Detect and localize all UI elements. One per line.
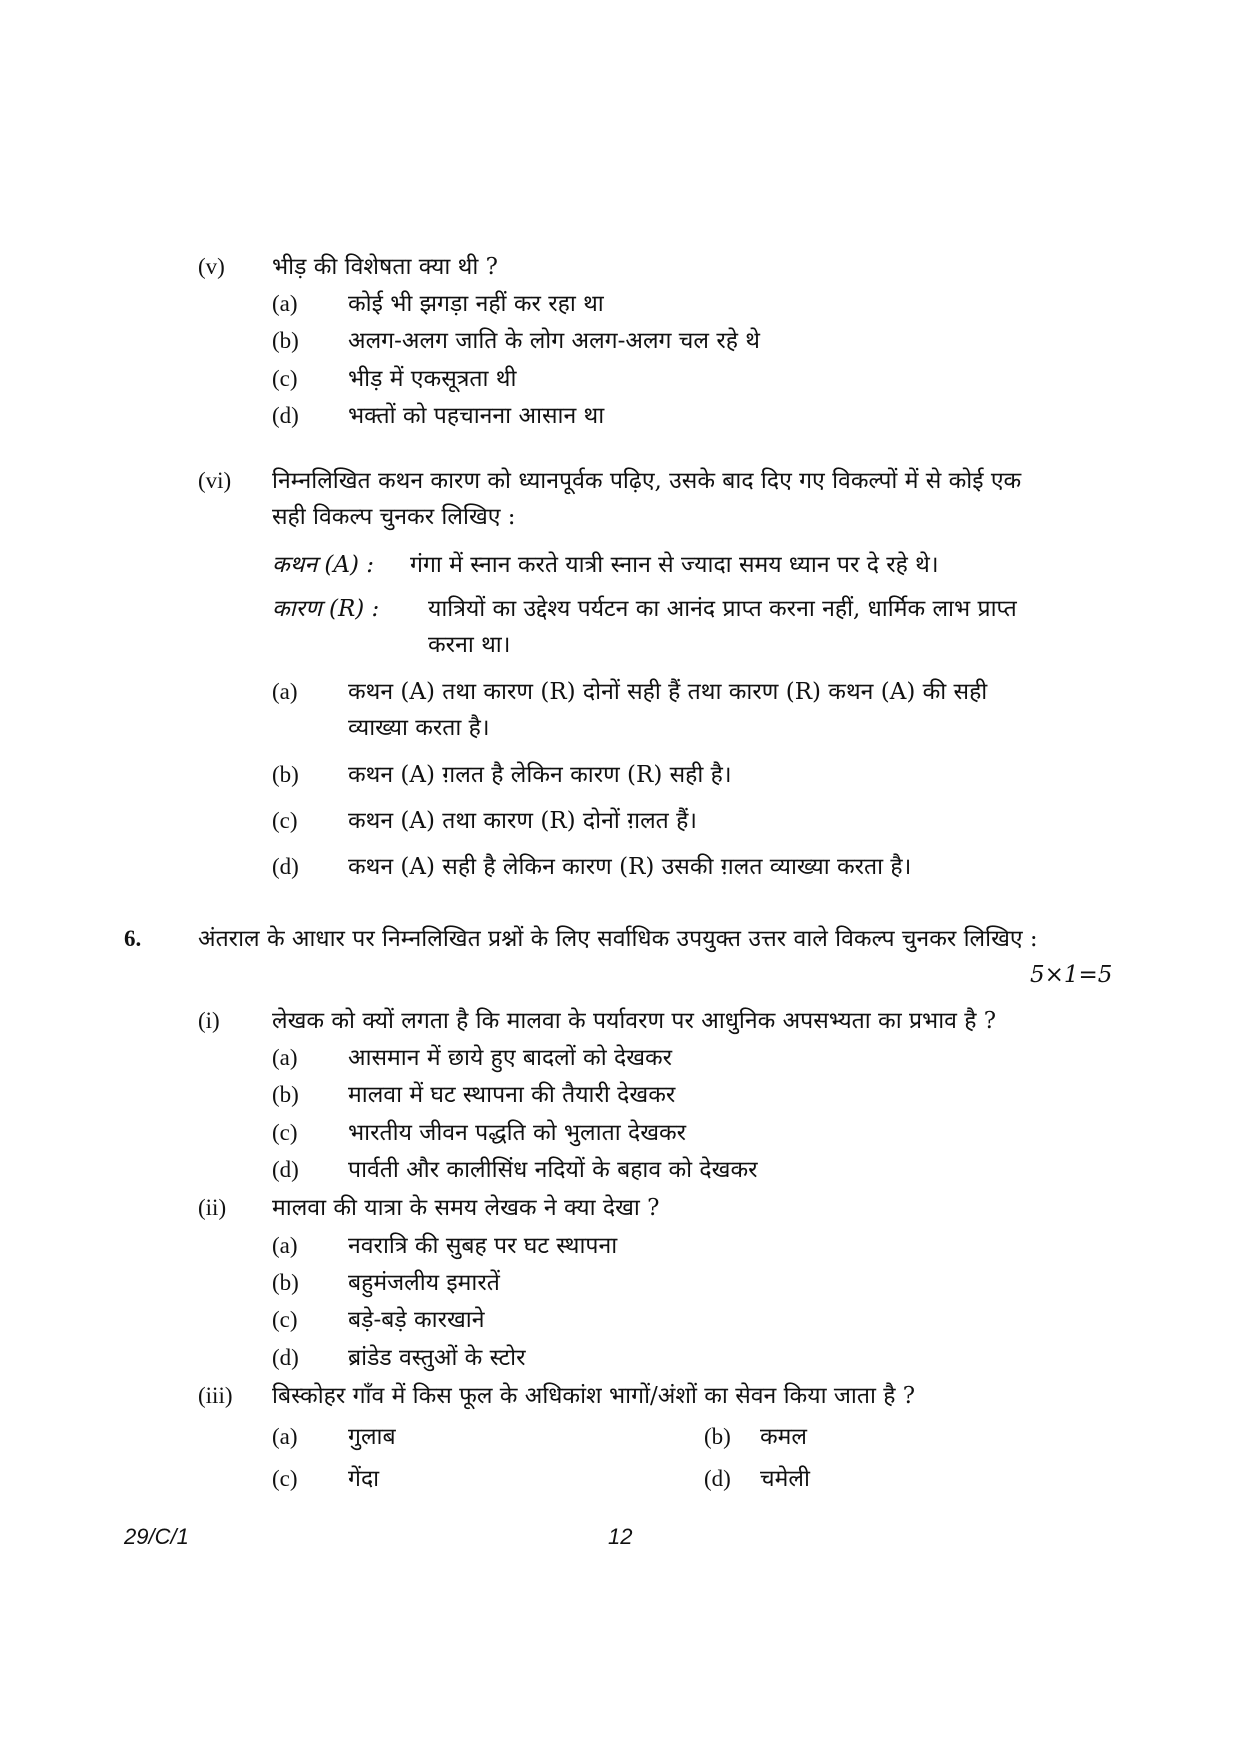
option-label: (a) [272, 1233, 298, 1258]
question-text: लेखक को क्यों लगता है कि मालवा के पर्यावरण पर आधुनिक अपसभ्यता का प्रभाव है ? [272, 1008, 997, 1034]
option-text: कथन (A) तथा कारण (R) दोनों ग़लत हैं। [348, 808, 698, 834]
option-label: (c) [272, 1466, 298, 1491]
option-text: ब्रांडेड वस्तुओं के स्टोर [348, 1345, 526, 1371]
question-number: (v) [198, 254, 225, 279]
question-text: मालवा की यात्रा के समय लेखक ने क्या देखा ? [272, 1195, 660, 1221]
option-label: (c) [272, 366, 298, 391]
assertion-text: गंगा में स्नान करते यात्री स्नान से ज्यादा समय ध्यान पर दे रहे थे। [410, 552, 939, 578]
question-number: (vi) [198, 468, 232, 493]
reason-text-content: यात्रियों का उद्देश्य पर्यटन का आनंद प्राप्त करना नहीं, धार्मिक लाभ प्राप्त करना था। [428, 596, 1017, 658]
question-text: निम्नलिखित कथन कारण को ध्यानपूर्वक पढ़िए, उसके बाद दिए गए विकल्पों में से कोई एक सही विकल्प चुनकर लिखिए : [272, 468, 1022, 530]
option-text: कथन (A) सही है लेकिन कारण (R) उसकी ग़लत व्याख्या करता है। [348, 854, 912, 880]
option-text: बहुमंजलीय इमारतें [348, 1270, 500, 1296]
paper-code: 29/C/1 [124, 1524, 189, 1549]
option-text: मालवा में घट स्थापना की तैयारी देखकर [348, 1082, 676, 1108]
question-text: बिस्कोहर गाँव में किस फूल के अधिकांश भागों/अंशों का सेवन किया जाता है ? [272, 1383, 916, 1409]
option-label: (b) [272, 1082, 299, 1107]
option-label: (c) [272, 1120, 298, 1145]
option-text: बड़े-बड़े कारखाने [348, 1307, 485, 1333]
option-label: (d) [272, 1345, 299, 1370]
option-text: पार्वती और कालीसिंध नदियों के बहाव को देखकर [348, 1157, 758, 1183]
option-label: (b) [272, 762, 299, 787]
reason-text [428, 591, 1052, 663]
question-number: (iii) [198, 1383, 233, 1408]
option-label: (a) [272, 679, 298, 704]
option-text: चमेली [760, 1466, 810, 1492]
option-text: कमल [760, 1424, 808, 1450]
question-text: भीड़ की विशेषता क्या थी ? [272, 254, 498, 280]
option-label: (a) [272, 1045, 298, 1070]
option-label: (b) [704, 1424, 731, 1449]
question-number: (i) [198, 1008, 220, 1033]
option-label: (a) [272, 1424, 298, 1449]
option-label: (a) [272, 291, 298, 316]
question-number: (ii) [198, 1195, 227, 1220]
option-text: आसमान में छाये हुए बादलों को देखकर [348, 1045, 673, 1071]
reason-label: कारण (R) : [272, 596, 380, 622]
option-text: कथन (A) ग़लत है लेकिन कारण (R) सही है। [348, 762, 732, 788]
option-label: (d) [272, 403, 299, 428]
option-label: (b) [272, 1270, 299, 1295]
option-text: भारतीय जीवन पद्धति को भुलाता देखकर [348, 1120, 687, 1146]
assertion-label: कथन (A) : [272, 552, 375, 578]
option-text: भक्तों को पहचानना आसान था [348, 403, 605, 429]
question-number: 6. [124, 926, 142, 951]
option-text: कोई भी झगड़ा नहीं कर रहा था [348, 291, 604, 317]
question-text: अंतराल के आधार पर निम्नलिखित प्रश्नों के लिए सर्वाधिक उपयुक्त उत्तर वाले विकल्प चुनकर लिखिए : [198, 926, 1038, 952]
option-text: गुलाब [348, 1424, 396, 1450]
option-label: (c) [272, 808, 298, 833]
option-label: (d) [272, 854, 299, 879]
option-text: नवरात्रि की सुबह पर घट स्थापना [348, 1233, 618, 1259]
option-text: कथन (A) तथा कारण (R) दोनों सही हैं तथा कारण (R) कथन (A) की सही व्याख्या करता है। [348, 679, 988, 741]
page-number: 12 [608, 1524, 633, 1549]
option-text: गेंदा [348, 1466, 380, 1492]
option-label: (d) [272, 1157, 299, 1182]
option-text: अलग-अलग जाति के लोग अलग-अलग चल रहे थे [348, 328, 760, 354]
option-label: (b) [272, 328, 299, 353]
marks: 5×1=5 [1030, 962, 1113, 988]
option-label: (c) [272, 1307, 298, 1332]
option-label: (d) [704, 1466, 731, 1491]
option-text: भीड़ में एकसूत्रता थी [348, 366, 517, 392]
